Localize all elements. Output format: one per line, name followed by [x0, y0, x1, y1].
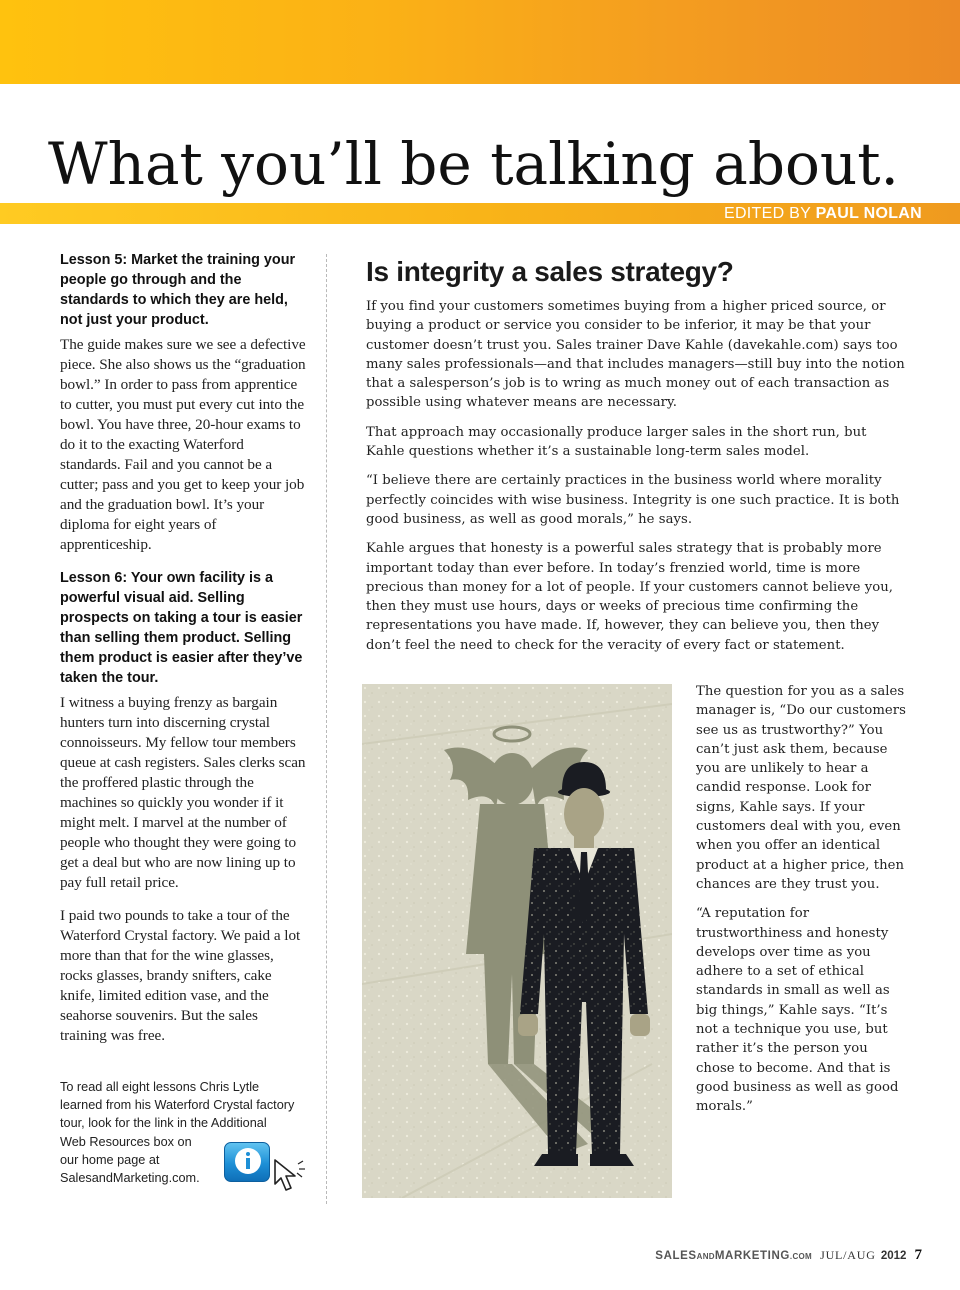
- article-paragraph-2: That approach may occasionally produce larger sales in the short run, but Kahle questions whether it’s a sustainable long-term sales model.: [366, 424, 867, 460]
- mouse-pointer-icon: [272, 1158, 306, 1194]
- note-line-1: To read all eight lessons Chris Lytle learned from his Waterford Crystal factory tour, look for the link in the Additional: [60, 1080, 295, 1131]
- page-number: 7: [914, 1247, 922, 1263]
- note-link[interactable]: SalesandMarketing.com.: [60, 1171, 200, 1186]
- footer-brand-sales: SALES: [655, 1250, 697, 1262]
- lesson-5-paragraph: The guide makes sure we see a defective piece. She also shows us the “graduation bowl.” In order to pass from apprentice to cutter, you must put every cut into the bowl. You have three, 20-hour exams to do it to the exacting Waterford standards. Fail and you cannot be a cutter; pass and you get to keep your job and the graduation bowl. It’s your diploma for eight years of apprenticeship.: [60, 336, 306, 553]
- article-paragraph-1: If you find your customers sometimes buying from a higher priced source, or buying a product or service you consider to be inferior, it may be that your customer doesn’t trust you. Sales trainer Dave Kahle (davekahle.com) says too many sales professionals—and that includes managers—still buy into the notion that a salesperson’s job is to wring as much money out of each transaction as possible using whatever means are necessary.: [366, 299, 905, 411]
- editor-credit: [724, 204, 922, 224]
- page-footer: [655, 1244, 922, 1264]
- article-body: [366, 297, 906, 665]
- footer-brand-com: .COM: [789, 1252, 813, 1261]
- editor-name: PAUL NOLAN: [815, 205, 922, 222]
- left-column: [60, 250, 306, 1059]
- note-line-2: Web Resources box on: [60, 1134, 192, 1149]
- article-sidebar-text: [696, 682, 906, 1127]
- column-divider: [326, 254, 327, 1204]
- footer-brand-and: AND: [696, 1252, 715, 1261]
- lesson-6-paragraph-2: I paid two pounds to take a tour of the Waterford Crystal factory. We paid a lot more than that for the wine glasses, rocks glasses, brandy snifters, cake knife, limited edition vase, and the seahorse souvenirs. But the sales training was free.: [60, 907, 301, 1044]
- article-paragraph-4: Kahle argues that honesty is a powerful sales strategy that is probably more important today than ever before. In today’s frenzied world, time is more precious than money for a lot of people. If your customers cannot believe you, then they must use hours, days or weeks of precious time confirming the representations you have made. If, however, they can believe you, then they don’t feel the need to check for the veracity of every fact or statement.: [366, 541, 894, 653]
- footer-issue: JUL/AUG: [820, 1248, 876, 1262]
- note-line-3: our home page at: [60, 1152, 160, 1167]
- footer-year: 2012: [880, 1250, 907, 1262]
- article-paragraph-3: “I believe there are certainly practices in the business world where morality perfectly coincides with wise business. Integrity is one such practice. It is both good business, as well as good morals,” he says.: [366, 473, 900, 527]
- edited-by-prefix: EDITED BY: [723, 205, 811, 222]
- side-paragraph-2: “A reputation for trustworthiness and honesty develops over time as you adhere to a set of ethical standards in small as well as big things,” Kahle says. “It’s not a technique you use, but rather it’s the person you chose to become. And that is good business as well as good morals.”: [696, 906, 899, 1115]
- side-paragraph-1: The question for you as a sales manager is, “Do our customers see us as trustworthy?” You can’t just ask them, because you are unlikely to hear a candid response. Look for signs, Kahle says. If your customers deal with you, even when you offer an identical product at a higher price, then chances are they trust you.: [696, 684, 906, 892]
- footer-brand-marketing: MARKETING: [714, 1250, 790, 1262]
- illustration-businessman-angel-shadow: [362, 684, 672, 1198]
- lesson-6-heading: Lesson 6: Your own facility is a powerful visual aid. Selling prospects on taking a tour is easier than selling them product. Selling them product is easier after they’ve taken the tour.: [60, 570, 303, 686]
- info-glyph: [235, 1148, 261, 1174]
- article-title: Is integrity a sales strategy?: [366, 256, 734, 287]
- top-orange-band: [0, 0, 960, 84]
- lesson-6-paragraph-1: I witness a buying frenzy as bargain hunters turn into discerning crystal connoisseurs. My fellow tour members queue at cash registers. Sales clerks scan the proffered plastic through the machines so quickly you wonder if it might melt. I marvel at the number of people who thought they were going to get a deal but who are now lining up to pay full retail price.: [60, 694, 306, 891]
- lesson-5-heading: Lesson 5: Market the training your people go through and the standards to which they are held, not just your product.: [60, 252, 296, 328]
- info-speech-bubble-icon[interactable]: [224, 1142, 270, 1182]
- illustration-svg: [362, 684, 672, 1198]
- page-title: What you’ll be talking about.: [48, 130, 899, 198]
